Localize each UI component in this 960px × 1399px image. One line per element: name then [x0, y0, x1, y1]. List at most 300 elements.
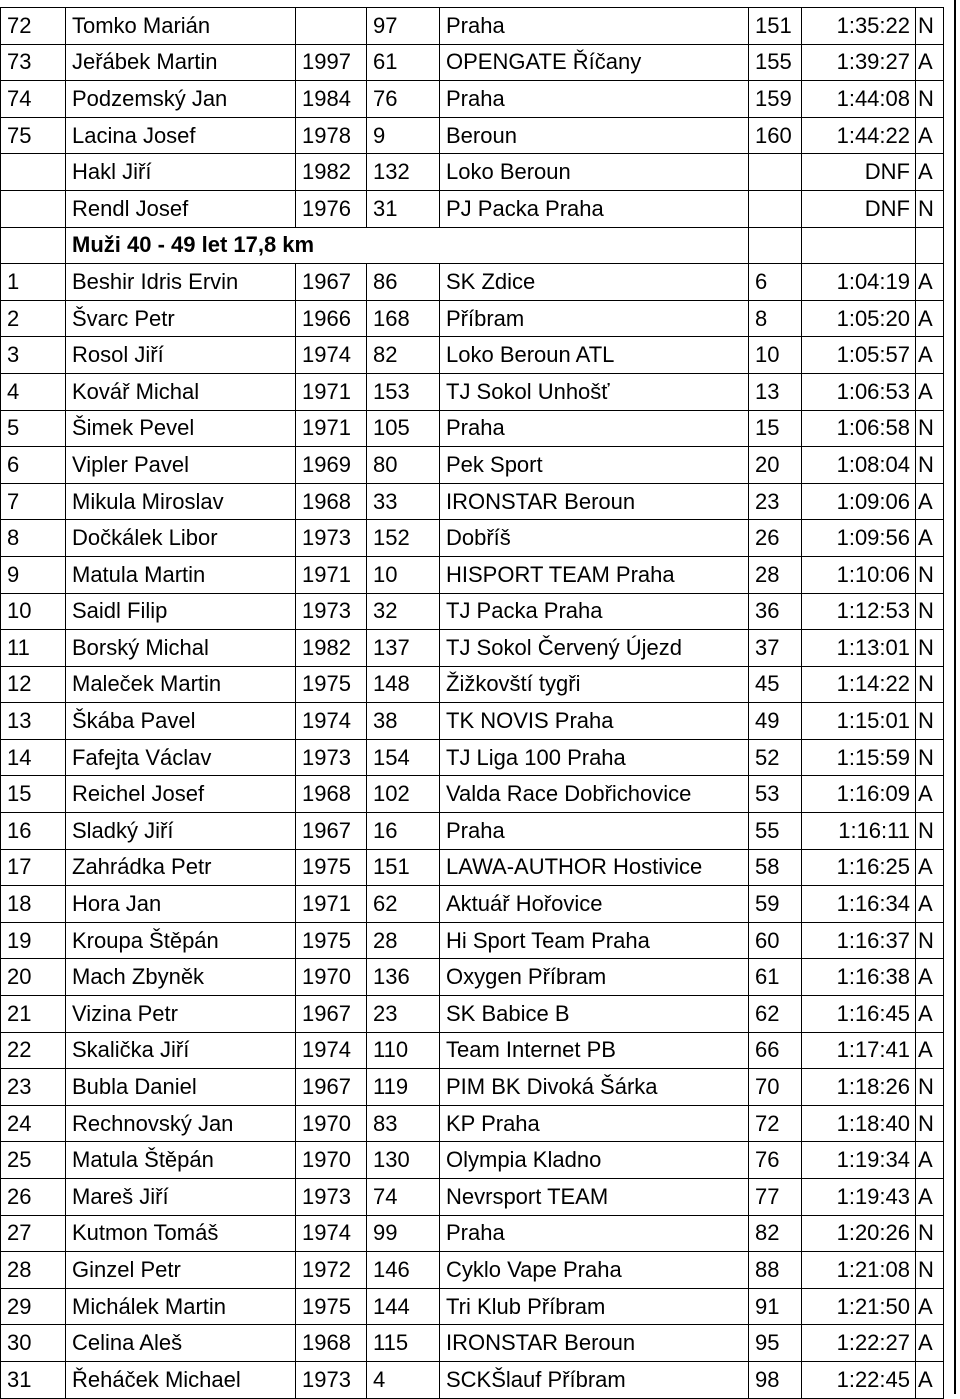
category-cell: A: [916, 154, 944, 191]
place-cell: 11: [1, 630, 66, 667]
overall-rank-cell: 20: [749, 447, 802, 484]
club-cell: Valda Race Dobřichovice: [440, 776, 749, 813]
bib-cell: 119: [367, 1069, 440, 1106]
name-cell: Hora Jan: [66, 886, 296, 923]
category-cell: A: [916, 849, 944, 886]
table-row: [1, 886, 944, 923]
table-row: [1, 117, 944, 154]
overall-rank-cell: 77: [749, 1179, 802, 1216]
time-cell: 1:06:58: [802, 410, 916, 447]
place-cell: 10: [1, 593, 66, 630]
bib-cell: 80: [367, 447, 440, 484]
club-cell: SCKŠlauf Příbram: [440, 1361, 749, 1398]
bib-cell: 154: [367, 739, 440, 776]
category-cell: A: [916, 483, 944, 520]
table-row: [1, 373, 944, 410]
year-cell: 1973: [296, 520, 367, 557]
time-cell: 1:05:20: [802, 300, 916, 337]
table-row: [1, 1179, 944, 1216]
overall-rank-cell: 82: [749, 1215, 802, 1252]
bib-cell: 62: [367, 886, 440, 923]
name-cell: Rechnovský Jan: [66, 1105, 296, 1142]
club-cell: TJ Liga 100 Praha: [440, 739, 749, 776]
table-row: [1, 739, 944, 776]
place-cell: 73: [1, 44, 66, 81]
place-cell: 31: [1, 1361, 66, 1398]
name-cell: Maleček Martin: [66, 666, 296, 703]
time-cell: 1:14:22: [802, 666, 916, 703]
club-cell: Příbram: [440, 300, 749, 337]
category-cell: N: [916, 666, 944, 703]
name-cell: Skalička Jiří: [66, 1032, 296, 1069]
year-cell: 1971: [296, 886, 367, 923]
year-cell: 1974: [296, 337, 367, 374]
category-cell: A: [916, 886, 944, 923]
time-cell: 1:12:53: [802, 593, 916, 630]
place-cell: 2: [1, 300, 66, 337]
club-cell: OPENGATE Říčany: [440, 44, 749, 81]
name-cell: Mareš Jiří: [66, 1179, 296, 1216]
overall-rank-cell: 151: [749, 8, 802, 45]
bib-cell: 83: [367, 1105, 440, 1142]
club-cell: Team Internet PB: [440, 1032, 749, 1069]
year-cell: 1973: [296, 739, 367, 776]
name-cell: Dočkálek Libor: [66, 520, 296, 557]
category-cell: N: [916, 593, 944, 630]
bib-cell: 110: [367, 1032, 440, 1069]
time-cell: 1:16:38: [802, 959, 916, 996]
name-cell: Ginzel Petr: [66, 1252, 296, 1289]
category-cell: A: [916, 1179, 944, 1216]
place-cell: 29: [1, 1288, 66, 1325]
time-cell: 1:04:19: [802, 264, 916, 301]
time-cell: 1:22:45: [802, 1361, 916, 1398]
club-cell: TJ Sokol Unhošť: [440, 373, 749, 410]
overall-rank-cell: 98: [749, 1361, 802, 1398]
year-cell: 1975: [296, 1288, 367, 1325]
club-cell: Praha: [440, 813, 749, 850]
name-cell: Podzemský Jan: [66, 81, 296, 118]
name-cell: Rendl Josef: [66, 190, 296, 227]
name-cell: Škába Pavel: [66, 703, 296, 740]
year-cell: [296, 8, 367, 45]
place-cell: 13: [1, 703, 66, 740]
place-cell: 4: [1, 373, 66, 410]
club-cell: PIM BK Divoká Šárka: [440, 1069, 749, 1106]
place-cell: 72: [1, 8, 66, 45]
category-cell: A: [916, 1288, 944, 1325]
club-cell: SK Babice B: [440, 996, 749, 1033]
overall-rank-cell: 53: [749, 776, 802, 813]
time-cell: 1:17:41: [802, 1032, 916, 1069]
table-row: [1, 1361, 944, 1398]
year-cell: 1974: [296, 1032, 367, 1069]
page-border-line: [954, 0, 956, 1394]
overall-rank-cell: 15: [749, 410, 802, 447]
time-cell: DNF: [802, 154, 916, 191]
club-cell: Tri Klub Příbram: [440, 1288, 749, 1325]
year-cell: 1966: [296, 300, 367, 337]
place-cell: 30: [1, 1325, 66, 1362]
category-cell: N: [916, 447, 944, 484]
name-cell: Bubla Daniel: [66, 1069, 296, 1106]
overall-rank-cell: 13: [749, 373, 802, 410]
empty-cell: [916, 227, 944, 264]
name-cell: Kovář Michal: [66, 373, 296, 410]
time-cell: 1:15:01: [802, 703, 916, 740]
time-cell: 1:16:09: [802, 776, 916, 813]
time-cell: 1:16:11: [802, 813, 916, 850]
table-row: [1, 666, 944, 703]
time-cell: 1:05:57: [802, 337, 916, 374]
year-cell: 1972: [296, 1252, 367, 1289]
bib-cell: 146: [367, 1252, 440, 1289]
overall-rank-cell: 23: [749, 483, 802, 520]
club-cell: Aktuář Hořovice: [440, 886, 749, 923]
name-cell: Jeřábek Martin: [66, 44, 296, 81]
table-row: [1, 1105, 944, 1142]
year-cell: 1975: [296, 849, 367, 886]
time-cell: 1:22:27: [802, 1325, 916, 1362]
bib-cell: 105: [367, 410, 440, 447]
place-cell: 3: [1, 337, 66, 374]
overall-rank-cell: 72: [749, 1105, 802, 1142]
bib-cell: 9: [367, 117, 440, 154]
table-row: [1, 849, 944, 886]
time-cell: 1:16:25: [802, 849, 916, 886]
place-cell: 8: [1, 520, 66, 557]
place-cell: [1, 227, 66, 264]
place-cell: 75: [1, 117, 66, 154]
time-cell: 1:08:04: [802, 447, 916, 484]
club-cell: TK NOVIS Praha: [440, 703, 749, 740]
bib-cell: 86: [367, 264, 440, 301]
table-row: [1, 337, 944, 374]
club-cell: Praha: [440, 410, 749, 447]
year-cell: 1982: [296, 630, 367, 667]
year-cell: 1967: [296, 1069, 367, 1106]
name-cell: Vipler Pavel: [66, 447, 296, 484]
category-cell: N: [916, 410, 944, 447]
overall-rank-cell: 159: [749, 81, 802, 118]
year-cell: 1976: [296, 190, 367, 227]
club-cell: Beroun: [440, 117, 749, 154]
club-cell: Loko Beroun: [440, 154, 749, 191]
club-cell: IRONSTAR Beroun: [440, 1325, 749, 1362]
bib-cell: 151: [367, 849, 440, 886]
name-cell: Kutmon Tomáš: [66, 1215, 296, 1252]
category-cell: N: [916, 703, 944, 740]
category-cell: N: [916, 1069, 944, 1106]
name-cell: Kroupa Štěpán: [66, 922, 296, 959]
place-cell: [1, 190, 66, 227]
category-cell: A: [916, 1325, 944, 1362]
table-row: [1, 776, 944, 813]
club-cell: Praha: [440, 1215, 749, 1252]
year-cell: 1978: [296, 117, 367, 154]
year-cell: 1997: [296, 44, 367, 81]
place-cell: 20: [1, 959, 66, 996]
club-cell: Loko Beroun ATL: [440, 337, 749, 374]
year-cell: 1967: [296, 264, 367, 301]
time-cell: 1:09:56: [802, 520, 916, 557]
time-cell: 1:44:22: [802, 117, 916, 154]
table-row: [1, 813, 944, 850]
name-cell: Beshir Idris Ervin: [66, 264, 296, 301]
bib-cell: 82: [367, 337, 440, 374]
time-cell: 1:16:37: [802, 922, 916, 959]
bib-cell: 61: [367, 44, 440, 81]
time-cell: 1:18:26: [802, 1069, 916, 1106]
year-cell: 1974: [296, 1215, 367, 1252]
overall-rank-cell: [749, 190, 802, 227]
bib-cell: 4: [367, 1361, 440, 1398]
overall-rank-cell: 6: [749, 264, 802, 301]
overall-rank-cell: 61: [749, 959, 802, 996]
overall-rank-cell: 28: [749, 556, 802, 593]
name-cell: Reichel Josef: [66, 776, 296, 813]
time-cell: 1:21:08: [802, 1252, 916, 1289]
overall-rank-cell: 66: [749, 1032, 802, 1069]
overall-rank-cell: 37: [749, 630, 802, 667]
overall-rank-cell: 8: [749, 300, 802, 337]
overall-rank-cell: 45: [749, 666, 802, 703]
club-cell: Žižkovští tygři: [440, 666, 749, 703]
name-cell: Hakl Jiří: [66, 154, 296, 191]
time-cell: 1:19:34: [802, 1142, 916, 1179]
overall-rank-cell: 52: [749, 739, 802, 776]
category-cell: N: [916, 81, 944, 118]
category-header-row: [1, 227, 944, 264]
year-cell: 1973: [296, 1179, 367, 1216]
time-cell: 1:15:59: [802, 739, 916, 776]
club-cell: Oxygen Příbram: [440, 959, 749, 996]
bib-cell: 144: [367, 1288, 440, 1325]
place-cell: 23: [1, 1069, 66, 1106]
place-cell: 18: [1, 886, 66, 923]
time-cell: 1:20:26: [802, 1215, 916, 1252]
overall-rank-cell: 95: [749, 1325, 802, 1362]
time-cell: DNF: [802, 190, 916, 227]
place-cell: 16: [1, 813, 66, 850]
name-cell: Sladký Jiří: [66, 813, 296, 850]
place-cell: 25: [1, 1142, 66, 1179]
year-cell: 1974: [296, 703, 367, 740]
name-cell: Saidl Filip: [66, 593, 296, 630]
time-cell: 1:18:40: [802, 1105, 916, 1142]
club-cell: Pek Sport: [440, 447, 749, 484]
category-cell: A: [916, 373, 944, 410]
overall-rank-cell: 55: [749, 813, 802, 850]
category-cell: N: [916, 556, 944, 593]
name-cell: Rosol Jiří: [66, 337, 296, 374]
category-cell: A: [916, 44, 944, 81]
category-cell: N: [916, 190, 944, 227]
bib-cell: 115: [367, 1325, 440, 1362]
year-cell: 1968: [296, 776, 367, 813]
category-title: Muži 40 - 49 let 17,8 km: [66, 227, 749, 264]
year-cell: 1975: [296, 666, 367, 703]
name-cell: Mach Zbyněk: [66, 959, 296, 996]
year-cell: 1967: [296, 813, 367, 850]
name-cell: Celina Aleš: [66, 1325, 296, 1362]
table-row: [1, 447, 944, 484]
overall-rank-cell: 91: [749, 1288, 802, 1325]
overall-rank-cell: 62: [749, 996, 802, 1033]
time-cell: 1:16:45: [802, 996, 916, 1033]
club-cell: Nevrsport TEAM: [440, 1179, 749, 1216]
category-cell: N: [916, 630, 944, 667]
time-cell: 1:35:22: [802, 8, 916, 45]
name-cell: Fafejta Václav: [66, 739, 296, 776]
year-cell: 1971: [296, 410, 367, 447]
category-cell: A: [916, 1142, 944, 1179]
name-cell: Řeháček Michael: [66, 1361, 296, 1398]
table-row: [1, 1142, 944, 1179]
year-cell: 1970: [296, 1105, 367, 1142]
club-cell: Cyklo Vape Praha: [440, 1252, 749, 1289]
bib-cell: 32: [367, 593, 440, 630]
table-row: [1, 1288, 944, 1325]
category-cell: A: [916, 117, 944, 154]
club-cell: Praha: [440, 81, 749, 118]
table-row: [1, 190, 944, 227]
club-cell: SK Zdice: [440, 264, 749, 301]
time-cell: 1:39:27: [802, 44, 916, 81]
place-cell: 27: [1, 1215, 66, 1252]
name-cell: Mikula Miroslav: [66, 483, 296, 520]
category-cell: A: [916, 959, 944, 996]
place-cell: 7: [1, 483, 66, 520]
year-cell: 1982: [296, 154, 367, 191]
year-cell: 1984: [296, 81, 367, 118]
place-cell: 22: [1, 1032, 66, 1069]
overall-rank-cell: 36: [749, 593, 802, 630]
place-cell: 12: [1, 666, 66, 703]
club-cell: Dobříš: [440, 520, 749, 557]
overall-rank-cell: 49: [749, 703, 802, 740]
year-cell: 1971: [296, 373, 367, 410]
year-cell: 1968: [296, 483, 367, 520]
name-cell: Zahrádka Petr: [66, 849, 296, 886]
club-cell: IRONSTAR Beroun: [440, 483, 749, 520]
overall-rank-cell: 26: [749, 520, 802, 557]
club-cell: Olympia Kladno: [440, 1142, 749, 1179]
table-row: [1, 520, 944, 557]
bib-cell: 23: [367, 996, 440, 1033]
table-row: [1, 154, 944, 191]
overall-rank-cell: 160: [749, 117, 802, 154]
table-row: [1, 630, 944, 667]
name-cell: Matula Martin: [66, 556, 296, 593]
results-body: [1, 8, 944, 1399]
club-cell: HISPORT TEAM Praha: [440, 556, 749, 593]
place-cell: 24: [1, 1105, 66, 1142]
table-row: [1, 593, 944, 630]
overall-rank-cell: 58: [749, 849, 802, 886]
table-row: [1, 1069, 944, 1106]
category-cell: N: [916, 1252, 944, 1289]
overall-rank-cell: 59: [749, 886, 802, 923]
empty-cell: [749, 227, 802, 264]
name-cell: Vizina Petr: [66, 996, 296, 1033]
place-cell: 74: [1, 81, 66, 118]
place-cell: 9: [1, 556, 66, 593]
place-cell: 14: [1, 739, 66, 776]
name-cell: Matula Štěpán: [66, 1142, 296, 1179]
category-cell: N: [916, 813, 944, 850]
bib-cell: 148: [367, 666, 440, 703]
category-cell: A: [916, 1361, 944, 1398]
time-cell: 1:44:08: [802, 81, 916, 118]
bib-cell: 31: [367, 190, 440, 227]
club-cell: PJ Packa Praha: [440, 190, 749, 227]
bib-cell: 33: [367, 483, 440, 520]
club-cell: TJ Sokol Červený Újezd: [440, 630, 749, 667]
bib-cell: 76: [367, 81, 440, 118]
bib-cell: 132: [367, 154, 440, 191]
overall-rank-cell: [749, 154, 802, 191]
year-cell: 1967: [296, 996, 367, 1033]
table-row: [1, 959, 944, 996]
overall-rank-cell: 155: [749, 44, 802, 81]
category-cell: N: [916, 1215, 944, 1252]
year-cell: 1973: [296, 593, 367, 630]
bib-cell: 102: [367, 776, 440, 813]
table-row: [1, 483, 944, 520]
year-cell: 1971: [296, 556, 367, 593]
place-cell: 26: [1, 1179, 66, 1216]
table-row: [1, 8, 944, 45]
category-cell: A: [916, 300, 944, 337]
time-cell: 1:19:43: [802, 1179, 916, 1216]
club-cell: LAWA-AUTHOR Hostivice: [440, 849, 749, 886]
name-cell: Tomko Marián: [66, 8, 296, 45]
overall-rank-cell: 88: [749, 1252, 802, 1289]
category-cell: A: [916, 337, 944, 374]
place-cell: 17: [1, 849, 66, 886]
time-cell: 1:09:06: [802, 483, 916, 520]
bib-cell: 74: [367, 1179, 440, 1216]
table-row: [1, 703, 944, 740]
bib-cell: 38: [367, 703, 440, 740]
table-row: [1, 300, 944, 337]
place-cell: 28: [1, 1252, 66, 1289]
place-cell: 5: [1, 410, 66, 447]
bib-cell: 28: [367, 922, 440, 959]
table-row: [1, 81, 944, 118]
place-cell: 21: [1, 996, 66, 1033]
club-cell: KP Praha: [440, 1105, 749, 1142]
category-cell: N: [916, 1105, 944, 1142]
overall-rank-cell: 76: [749, 1142, 802, 1179]
club-cell: Praha: [440, 8, 749, 45]
time-cell: 1:06:53: [802, 373, 916, 410]
bib-cell: 16: [367, 813, 440, 850]
place-cell: [1, 154, 66, 191]
bib-cell: 10: [367, 556, 440, 593]
table-row: [1, 1032, 944, 1069]
bib-cell: 130: [367, 1142, 440, 1179]
bib-cell: 136: [367, 959, 440, 996]
name-cell: Lacina Josef: [66, 117, 296, 154]
year-cell: 1975: [296, 922, 367, 959]
category-cell: A: [916, 264, 944, 301]
table-row: [1, 922, 944, 959]
category-cell: A: [916, 520, 944, 557]
time-cell: 1:10:06: [802, 556, 916, 593]
category-cell: A: [916, 776, 944, 813]
